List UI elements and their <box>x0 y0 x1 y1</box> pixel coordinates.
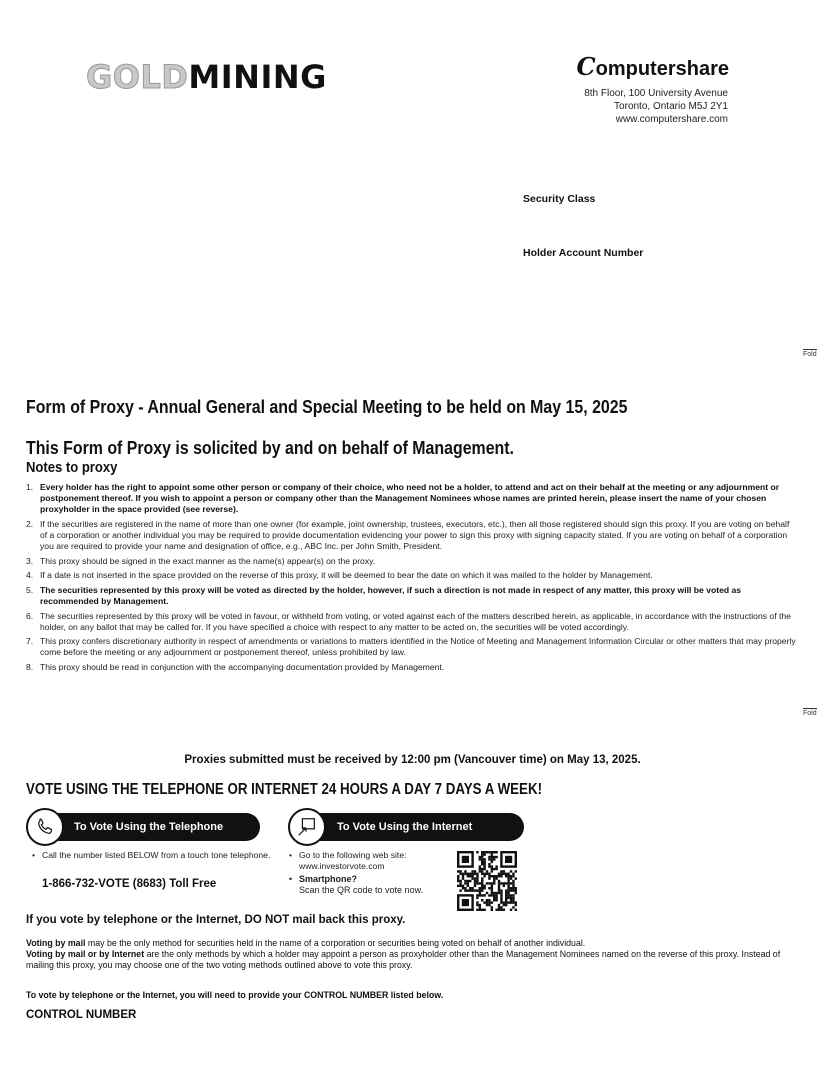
note-text: The securities represented by this proxy will be voted as directed by the holder, however, if such a direction is not made in respect of any matter, this proxy will be voted as recommended by Management. <box>40 584 742 607</box>
qr-code[interactable] <box>457 851 517 916</box>
security-class-label: Security Class <box>523 193 596 205</box>
telephone-bullet-text: Call the number listed BELOW from a touch tone telephone. <box>42 850 271 860</box>
smartphone-title: Smartphone? <box>299 874 358 884</box>
note-item <box>26 519 796 553</box>
note-item <box>26 482 796 516</box>
voting-by-mail-or-internet-paragraph <box>26 949 796 971</box>
voting-by-mail-or-internet-bold: Voting by mail or by Internet <box>26 949 145 959</box>
computershare-logo-initial: C <box>576 52 596 81</box>
note-item <box>26 636 796 658</box>
vote-telephone-banner <box>42 813 260 841</box>
control-number-instruction: To vote by telephone or the Internet, you will need to provide your CONTROL NUMBER listed below. <box>26 990 444 1000</box>
note-number: 7. <box>26 636 34 647</box>
voting-by-mail-text: may be the only method for securities held in the name of a corporation or securities being voted on behalf of another individual. <box>85 938 586 948</box>
holder-account-number-label: Holder Account Number <box>523 247 644 259</box>
note-number: 6. <box>26 610 34 621</box>
voting-by-mail-paragraph <box>26 938 796 949</box>
note-text: If a date is not inserted in the space provided on the reverse of this proxy, it will be deemed to bear the date on which it was mailed to the holder by Management. <box>40 570 653 581</box>
logo-mining-text: MINING <box>188 58 327 96</box>
address-line-1: 8th Floor, 100 University Avenue <box>584 88 728 99</box>
computershare-website: www.computershare.com <box>615 114 728 125</box>
internet-bullet-line1: Go to the following web site: <box>299 850 407 860</box>
investorvote-link[interactable]: www.investorvote.com <box>299 860 385 871</box>
note-number: 5. <box>26 584 34 595</box>
form-subtitle: This Form of Proxy is solicited by and on behalf of Management. <box>26 437 514 458</box>
mail-warning: If you vote by telephone or the Internet, DO NOT mail back this proxy. <box>26 914 406 926</box>
form-title: Form of Proxy - Annual General and Special Meeting to be held on May 15, 2025 <box>26 396 628 417</box>
note-text: This proxy should be signed in the exact manner as the name(s) appear(s) on the proxy. <box>40 555 376 566</box>
vote-internet-label: To Vote Using the Internet <box>337 821 473 833</box>
voting-by-mail-or-internet-text: are the only methods by which a holder may appoint a person as proxyholder other than the Management Nominees named on the reverse of this proxy. Instead of mailing this proxy, you may choose one of the two voting methods outlined above to vote this proxy. <box>26 949 781 970</box>
vote-heading: VOTE USING THE TELEPHONE OR INTERNET 24 HOURS A DAY 7 DAYS A WEEK! <box>26 781 543 798</box>
vote-telephone-label: To Vote Using the Telephone <box>74 821 224 833</box>
note-text: Every holder has the right to appoint some other person or company of their choice, who need not be a holder, to attend and act on their behalf at the meeting or any adjournment or postponement thereof. If you wish to appoint a person or company other than the Management Nominees whose names are printed herein, please insert the name of your chosen proxyholder in the space provided (see reverse). <box>40 482 780 515</box>
note-number: 1. <box>26 482 34 492</box>
notes-heading: Notes to proxy <box>26 460 118 476</box>
voting-by-mail-bold: Voting by mail <box>26 938 86 948</box>
note-item <box>26 570 796 581</box>
control-number-label: CONTROL NUMBER <box>26 1009 137 1021</box>
logo-gold-text: GOLD <box>86 58 189 96</box>
note-text: This proxy should be read in conjunction with the accompanying documentation provided by Management. <box>40 661 445 672</box>
notes-list <box>26 482 796 676</box>
telephone-instructions: • Call the number listed BELOW from a touch tone telephone. <box>32 850 271 860</box>
note-item <box>26 611 796 633</box>
note-number: 4. <box>26 570 34 581</box>
proxy-deadline: Proxies submitted must be received by 12:00 pm (Vancouver time) on May 13, 2025. <box>184 754 641 766</box>
vote-internet-banner <box>303 813 524 841</box>
note-number: 3. <box>26 555 34 566</box>
smartphone-text: Scan the QR code to vote now. <box>299 885 424 895</box>
telephone-number: 1-866-732-VOTE (8683) Toll Free <box>42 878 217 890</box>
note-number: 8. <box>26 661 34 672</box>
fold-marker-bottom: Fold <box>803 710 817 717</box>
internet-instructions: • Go to the following web site: www.investorvote.com • Smartphone? Scan the QR code to vote now. <box>289 850 424 895</box>
note-item <box>26 585 796 607</box>
computershare-logo <box>577 52 729 81</box>
fold-marker-top: Fold <box>803 351 817 358</box>
note-item <box>26 662 796 673</box>
note-item <box>26 556 796 567</box>
note-text: If the securities are registered in the name of more than one owner (for example, joint ownership, trustees, executors, etc.), then all those registered should sign this proxy. If you are voting on behalf of a corporation or another individual you may be required to provide documentation evidencing your power to sign this proxy with signing capacity stated. If you are voting on behalf of a corporation you are required to provide your name and designation of office, e.g., ABC Inc. per John Smith, President. <box>40 518 790 552</box>
note-text: This proxy confers discretionary authority in respect of amendments or variations to matters identified in the Notice of Meeting and Management Information Circular or other matters that may properly come before the meeting or any adjournment or postponement thereof, unless prohibited by law. <box>40 636 796 658</box>
note-text: The securities represented by this proxy will be voted in favour, or withheld from voting, or voted against each of the matters described herein, as applicable, in accordance with the instructions of the holder, on any ballot that may be called for. If you have specified a choice with respect to any matter to be acted on, the securities will be voted accordingly. <box>40 610 791 632</box>
note-number: 2. <box>26 518 34 529</box>
computershare-logo-rest: omputershare <box>595 58 729 80</box>
address-line-2: Toronto, Ontario M5J 2Y1 <box>614 101 728 112</box>
computershare-address <box>584 87 728 126</box>
goldmining-logo <box>86 58 327 96</box>
phone-icon <box>26 808 64 846</box>
cursor-click-icon <box>288 808 326 846</box>
